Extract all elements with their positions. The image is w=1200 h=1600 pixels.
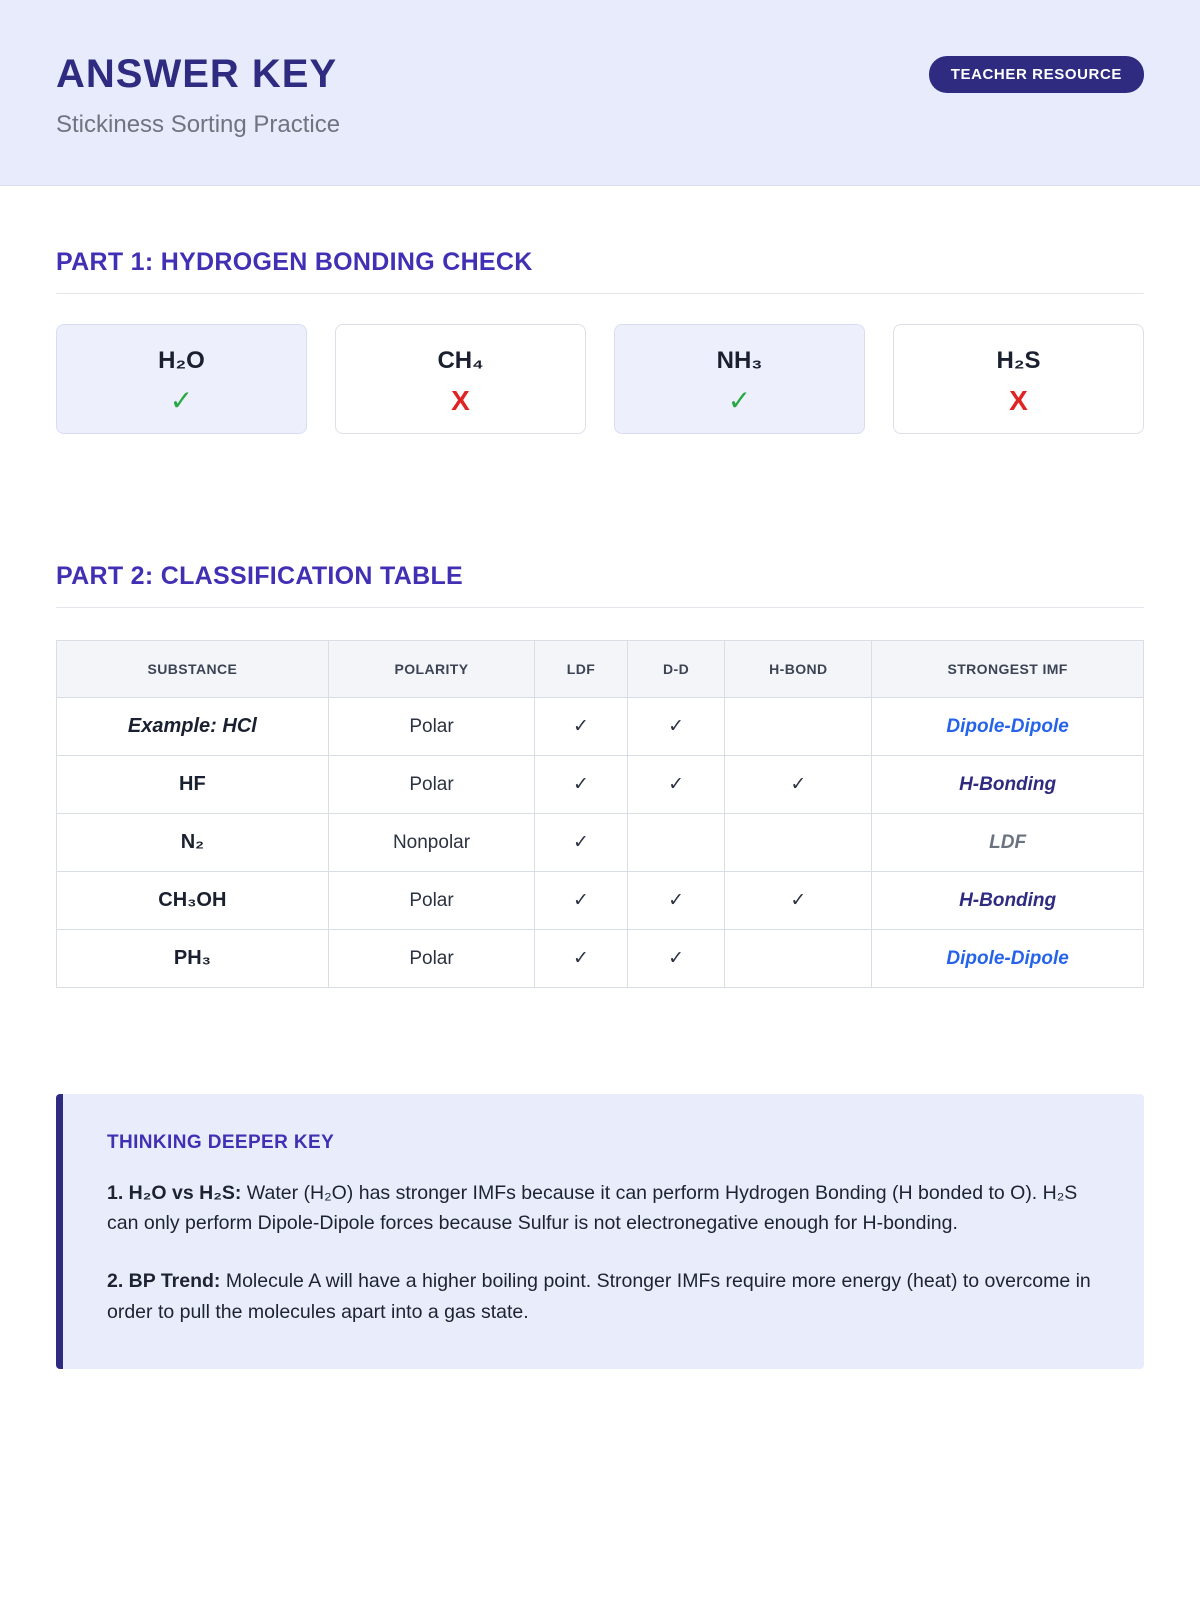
page-subtitle: Stickiness Sorting Practice (56, 111, 341, 138)
strongest-imf-cell: LDF (872, 814, 1144, 872)
molecule-formula: H₂S (996, 347, 1041, 374)
polarity-cell: Polar (328, 756, 535, 814)
answer-lead: 2. BP Trend: (107, 1270, 221, 1293)
answer-lead: 1. H₂O vs H₂S: (107, 1182, 242, 1204)
polarity-cell: Nonpolar (328, 814, 535, 872)
dd-check-cell: ✓ (627, 930, 725, 988)
answer-item (107, 1178, 1100, 1238)
polarity-cell: Polar (328, 698, 535, 756)
hbond-check-cell: ✓ (725, 872, 872, 930)
hbond-check-cell (725, 930, 872, 988)
table-header-row (57, 641, 1144, 698)
classification-table (56, 640, 1144, 988)
main-content (0, 248, 1200, 1369)
column-header-polarity: POLARITY (328, 641, 535, 698)
table-row (57, 930, 1144, 988)
part1-heading: PART 1: HYDROGEN BONDING CHECK (56, 248, 1144, 294)
answer-item (107, 1266, 1100, 1326)
strongest-imf-cell: H-Bonding (872, 872, 1144, 930)
molecule-card (614, 324, 865, 434)
table-row (57, 814, 1144, 872)
column-header-ldf: LDF (535, 641, 627, 698)
strongest-imf-cell: Dipole-Dipole (872, 698, 1144, 756)
column-header-hbond: H-BOND (725, 641, 872, 698)
polarity-cell: Polar (328, 930, 535, 988)
molecule-formula: CH₄ (437, 347, 484, 374)
column-header-strongest-imf: STRONGEST IMF (872, 641, 1144, 698)
hbond-check-cell: ✓ (725, 756, 872, 814)
ldf-check-cell: ✓ (535, 814, 627, 872)
cross-icon: X (451, 385, 470, 416)
dd-check-cell: ✓ (627, 756, 725, 814)
molecule-formula: NH₃ (716, 347, 763, 374)
molecule-card (335, 324, 586, 434)
substance-cell: Example: HCl (57, 698, 329, 756)
page-header (0, 0, 1200, 186)
page-title: ANSWER KEY (56, 52, 338, 96)
polarity-cell: Polar (328, 872, 535, 930)
substance-cell: PH₃ (57, 930, 329, 988)
substance-cell: HF (57, 756, 329, 814)
ldf-check-cell: ✓ (535, 930, 627, 988)
teacher-resource-badge: TEACHER RESOURCE (929, 56, 1144, 93)
hbond-check-cell (725, 814, 872, 872)
column-header-substance: SUBSTANCE (57, 641, 329, 698)
strongest-imf-cell: H-Bonding (872, 756, 1144, 814)
table-row (57, 756, 1144, 814)
dd-check-cell: ✓ (627, 698, 725, 756)
molecule-card (893, 324, 1144, 434)
ldf-check-cell: ✓ (535, 756, 627, 814)
table-row (57, 872, 1144, 930)
molecule-formula: H₂O (158, 347, 205, 374)
ldf-check-cell: ✓ (535, 698, 627, 756)
check-icon: ✓ (727, 385, 752, 416)
hbond-check-cell (725, 698, 872, 756)
part2-heading: PART 2: CLASSIFICATION TABLE (56, 562, 1144, 608)
thinking-deeper-box (56, 1094, 1144, 1369)
substance-cell: CH₃OH (57, 872, 329, 930)
table-row (57, 698, 1144, 756)
substance-cell: N₂ (57, 814, 329, 872)
dd-check-cell (627, 814, 725, 872)
check-icon: ✓ (169, 385, 194, 416)
ldf-check-cell: ✓ (535, 872, 627, 930)
dd-check-cell: ✓ (627, 872, 725, 930)
answer-body: Molecule A will have a higher boiling point. Stronger IMFs require more energy (heat) to overcome in order to pull the molecules apart into a gas state. (107, 1270, 1091, 1323)
molecule-card (56, 324, 307, 434)
column-header-dd: D-D (627, 641, 725, 698)
answer-body: Water (H₂O) has stronger IMFs because it can perform Hydrogen Bonding (H bonded to O). H₂S can only perform Dipole-Dipole forces because Sulfur is not electronegative enough for H-bonding. (107, 1182, 1078, 1235)
thinking-deeper-heading: THINKING DEEPER KEY (107, 1132, 335, 1153)
strongest-imf-cell: Dipole-Dipole (872, 930, 1144, 988)
hydrogen-bonding-cards (56, 324, 1144, 434)
cross-icon: X (1009, 385, 1028, 416)
